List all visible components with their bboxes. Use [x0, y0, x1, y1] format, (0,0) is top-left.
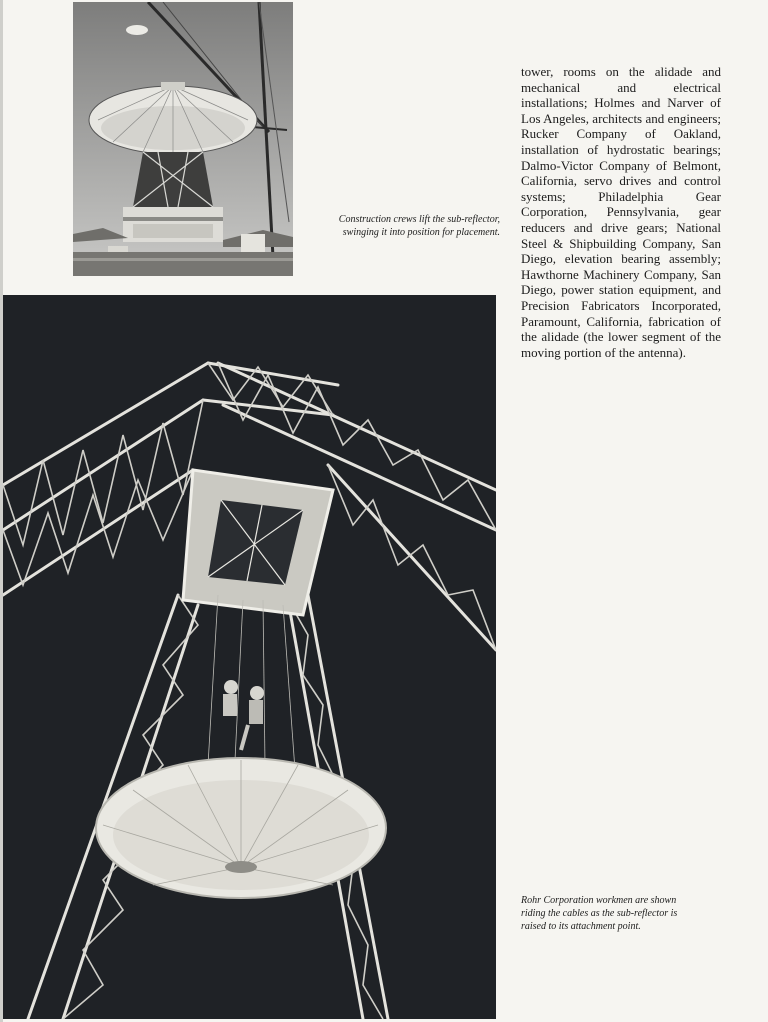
- bottom-caption-line-3: raised to its attachment point.: [521, 921, 641, 932]
- sub-reflector-lift-photo: [3, 295, 496, 1019]
- bottom-caption-line-2: riding the cables as the sub-reflector is: [521, 908, 678, 919]
- top-caption-line-1: Construction crews lift the sub-reflector,: [338, 214, 500, 225]
- top-photo-caption: [300, 213, 500, 239]
- antenna-construction-photo: [73, 2, 293, 276]
- top-caption-line-2: swinging it into position for placement.: [342, 227, 500, 238]
- body-paragraph: tower, rooms on the alidade and mechanical and electrical installations; Holmes and Narver of Los Angeles, architects and engineers; Rucker Company of Oakland, installation of hydrostatic bearings; Dalmo-Victor Company of Belmont, California, servo drives and control systems; Philadelphia Gear Corporation, Pennsylvania, gear reducers and drive gears; National Steel & Shipbuilding Company, San Diego, elevation bearing assembly; Hawthorne Machinery Company, San Diego, power station equipment, and Precision Fabricators Incorporated, Paramount, California, fabrication of the alidade (the lower segment of the moving portion of the antenna).: [521, 64, 721, 360]
- bottom-photo-caption: [521, 894, 721, 933]
- bottom-caption-line-1: Rohr Corporation workmen are shown: [521, 895, 677, 906]
